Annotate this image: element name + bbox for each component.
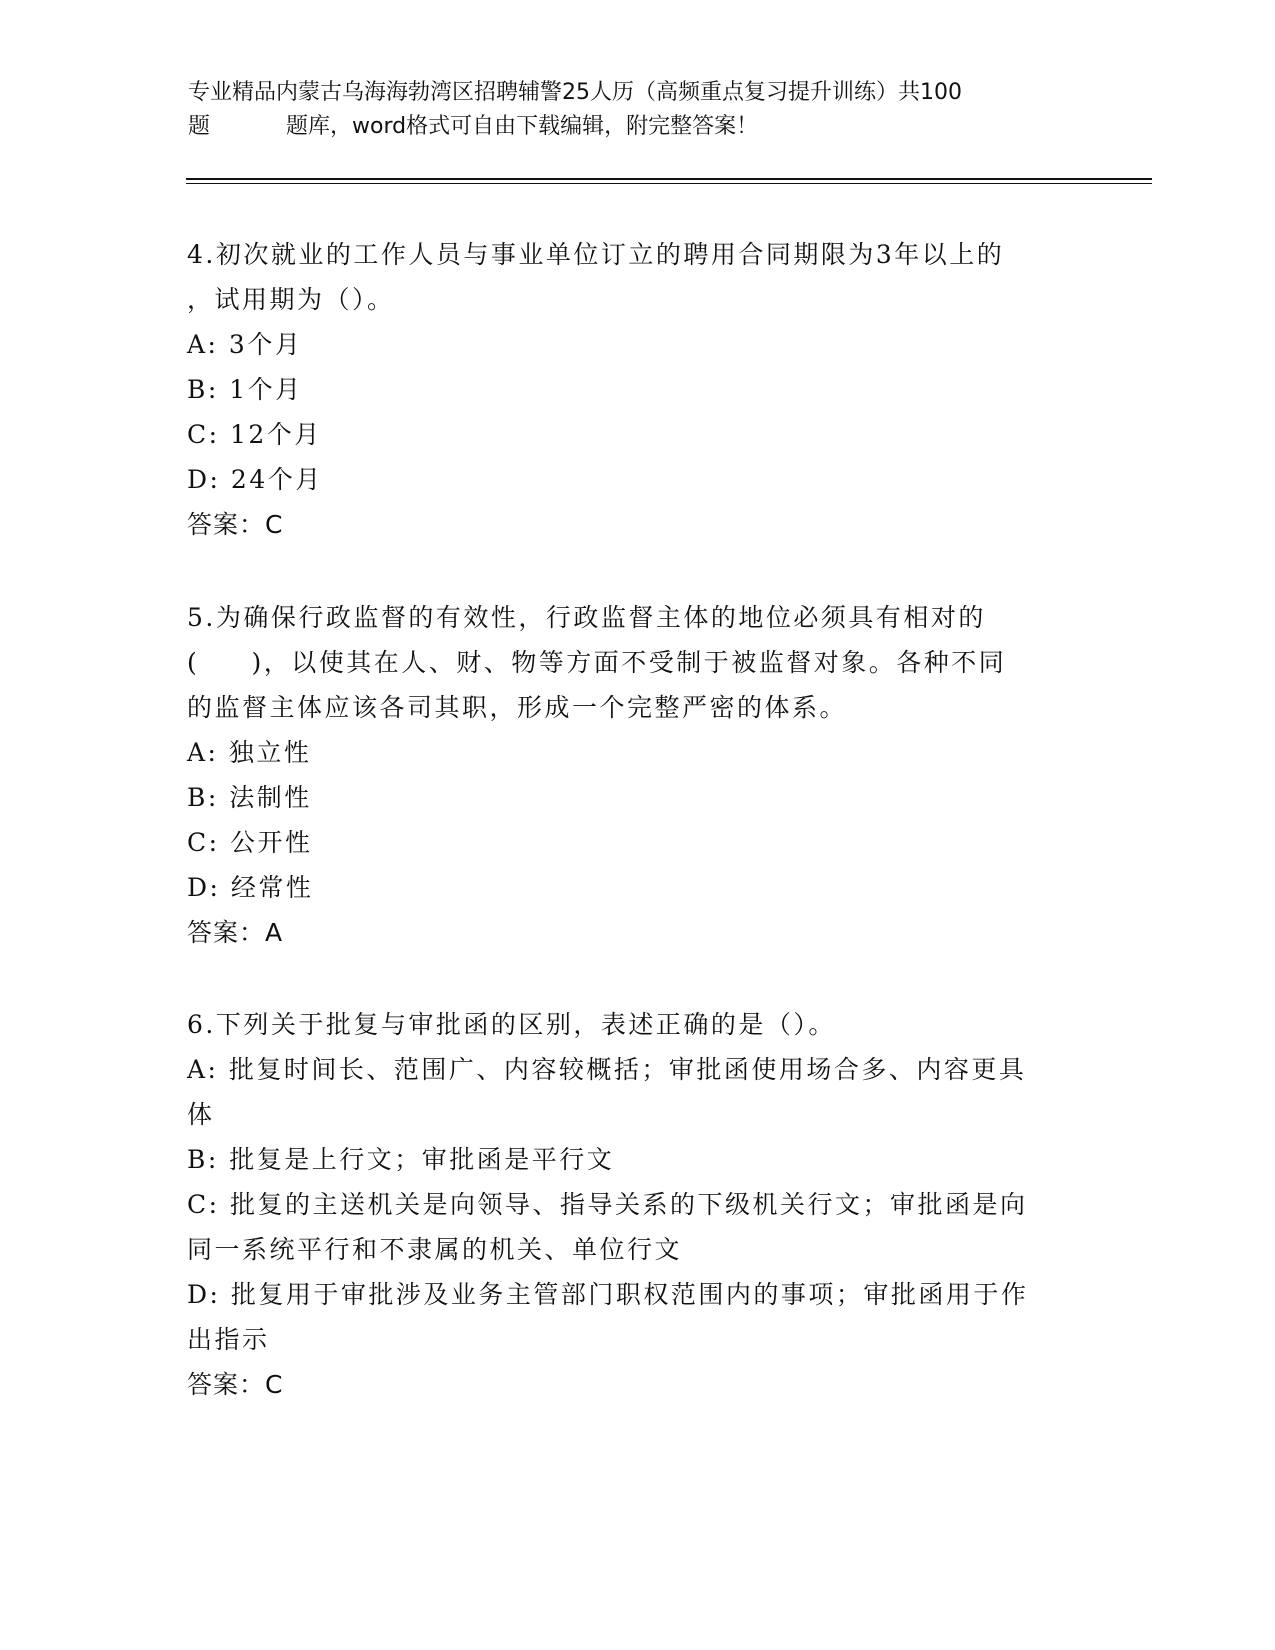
option-a: A: 批复时间长、范围广、内容较概括；审批函使用场合多、内容更具 <box>187 1055 1027 1084</box>
option-c: C: 公开性 <box>187 828 313 857</box>
question-stem: 的监督主体应该各司其职，形成一个完整严密的体系。 <box>187 693 848 722</box>
header-line-2-rest: 题库，word格式可自由下载编辑，附完整答案！ <box>286 114 759 139</box>
option-c: C: 12个月 <box>187 420 322 449</box>
option-d-continued: 出指示 <box>187 1325 270 1354</box>
option-a-continued: 体 <box>187 1100 215 1129</box>
option-d: D: 批复用于审批涉及业务主管部门职权范围内的事项；审批函用于作 <box>187 1280 1029 1309</box>
question-stem: 6.下列关于批复与审批函的区别，表述正确的是（）。 <box>187 1010 836 1039</box>
option-a: A: 3个月 <box>187 330 303 359</box>
header-rule-thick <box>186 178 1152 180</box>
header-line-1: 专业精品内蒙古乌海海勃湾区招聘辅警25人历（高频重点复习提升训练）共100 <box>188 80 962 105</box>
question-stem: 5.为确保行政监督的有效性，行政监督主体的地位必须具有相对的 <box>187 603 986 632</box>
answer: 答案：C <box>187 510 284 539</box>
question-stem: 4.初次就业的工作人员与事业单位订立的聘用合同期限为3年以上的 <box>187 240 1005 269</box>
option-a: A: 独立性 <box>187 738 312 767</box>
option-d: D: 24个月 <box>187 465 323 494</box>
question-stem: ，试用期为（）。 <box>187 285 395 314</box>
header-rule-thin <box>186 183 1152 184</box>
option-c-continued: 同一系统平行和不隶属的机关、单位行文 <box>187 1235 683 1264</box>
option-b: B: 批复是上行文；审批函是平行文 <box>187 1145 615 1174</box>
option-b: B: 1个月 <box>187 375 303 404</box>
page-header <box>188 76 1068 144</box>
question-6 <box>187 1002 1087 1407</box>
answer: 答案：A <box>187 918 284 947</box>
header-line-2 <box>188 110 1068 144</box>
header-line-2-start: 题 <box>188 114 211 139</box>
question-5 <box>187 595 1087 955</box>
question-4 <box>187 232 1087 547</box>
question-stem: ( )，以使其在人、财、物等方面不受制于被监督对象。各种不同 <box>187 648 1007 677</box>
option-c: C: 批复的主送机关是向领导、指导关系的下级机关行文；审批函是向 <box>187 1190 1028 1219</box>
answer: 答案：C <box>187 1370 284 1399</box>
option-b: B: 法制性 <box>187 783 312 812</box>
option-d: D: 经常性 <box>187 873 314 902</box>
